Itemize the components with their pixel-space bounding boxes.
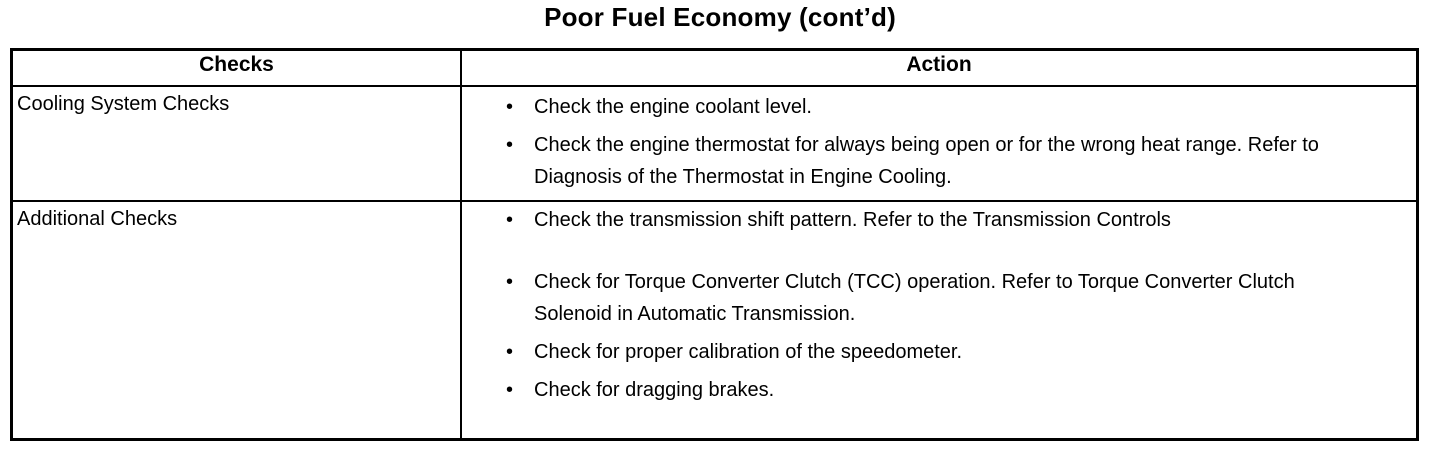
action-text: Check the transmission shift pattern. Refer to the Transmission Controls xyxy=(534,209,1171,231)
action-text: Check for Torque Converter Clutch (TCC) operation. Refer to Torque Converter Clutch Solenoid in Automatic Transmission. xyxy=(534,271,1295,325)
action-text: Check the engine thermostat for always being open or for the wrong heat range. Refer to Diagnosis of the Thermostat in Engine Cooling. xyxy=(534,134,1319,188)
checks-table xyxy=(10,48,1419,441)
check-name-cell: Cooling System Checks xyxy=(12,86,462,201)
list-item xyxy=(502,266,1376,330)
action-text: Check for proper calibration of the speedometer. xyxy=(534,341,963,363)
bullet-icon: • xyxy=(506,134,514,156)
action-text: Check for dragging brakes. xyxy=(534,379,775,401)
column-header-action: Action xyxy=(461,50,1418,87)
bullet-icon: • xyxy=(506,209,514,231)
table-row xyxy=(12,201,1418,440)
bullet-icon: • xyxy=(506,271,514,293)
check-name-cell: Additional Checks xyxy=(12,201,462,440)
bullet-icon: • xyxy=(506,379,514,401)
action-cell xyxy=(461,201,1418,440)
list-item xyxy=(502,374,1376,406)
list-item xyxy=(502,91,1376,123)
column-header-checks: Checks xyxy=(12,50,462,87)
list-item xyxy=(502,129,1376,193)
list-item xyxy=(502,336,1376,368)
page-title: Poor Fuel Economy (cont’d) xyxy=(544,2,896,32)
action-cell xyxy=(461,86,1418,201)
bullet-icon: • xyxy=(506,341,514,363)
action-text: Check the engine coolant level. xyxy=(534,96,812,118)
list-item xyxy=(502,204,1376,236)
table-row xyxy=(12,86,1418,201)
table-header-row xyxy=(12,50,1418,87)
action-list xyxy=(502,204,1376,406)
action-list xyxy=(502,91,1376,193)
bullet-icon: • xyxy=(506,96,514,118)
